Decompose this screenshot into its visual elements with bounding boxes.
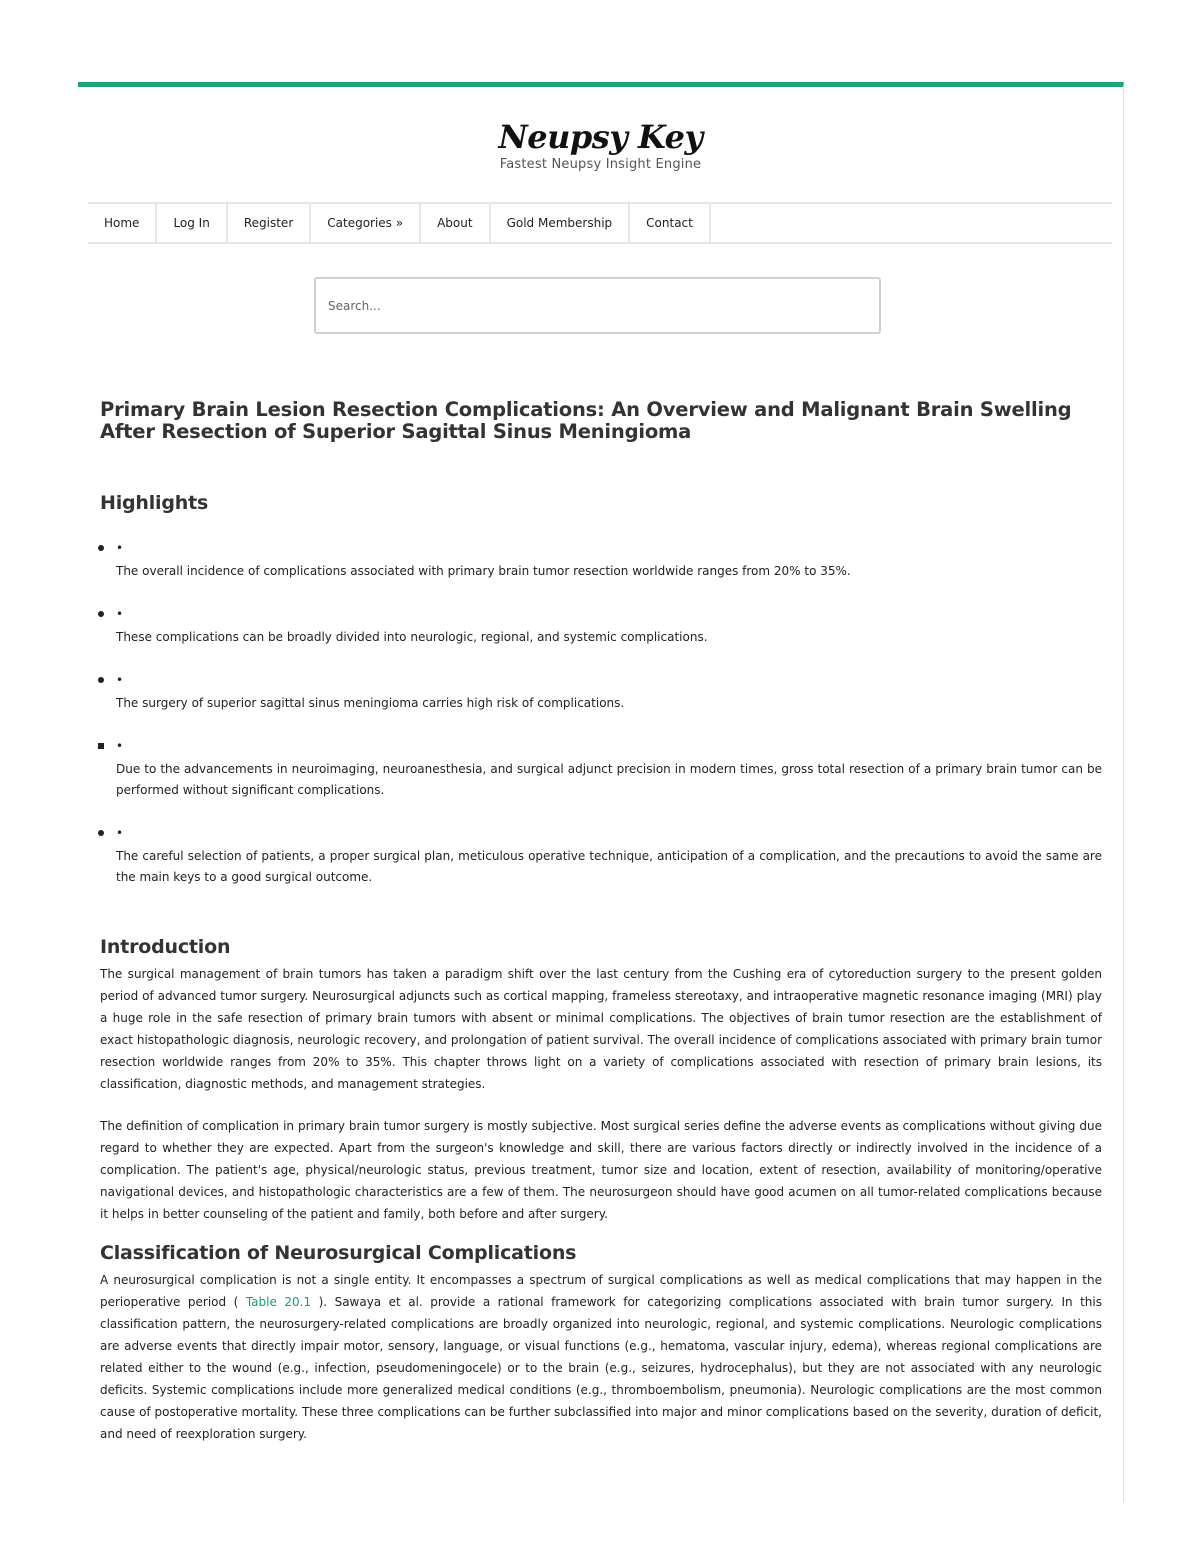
bullet-icon xyxy=(98,545,104,551)
bullet-icon xyxy=(98,611,104,617)
classification-heading: Classification of Neurosurgical Complications xyxy=(100,1242,577,1264)
search-input[interactable] xyxy=(314,277,881,334)
list-item xyxy=(100,826,1102,888)
highlight-text: The careful selection of patients, a proper surgical plan, meticulous operative technique, anticipation of a complication, and the precautions to avoid the same are the main keys to a good surgical outcome. xyxy=(116,849,1102,884)
nav-item-contact[interactable]: Contact xyxy=(630,204,711,242)
main-nav xyxy=(88,202,1112,244)
site-branding xyxy=(78,119,1123,172)
highlight-marker: • xyxy=(116,607,124,621)
nav-item-register[interactable]: Register xyxy=(228,204,311,242)
list-item xyxy=(100,673,1102,714)
introduction-heading: Introduction xyxy=(100,936,231,958)
classification-text-before: A neurosurgical complication is not a single entity. It encompasses a spectrum of surgical complications as well as medical complications that may happen in the perioperative period ( xyxy=(100,1273,1102,1309)
list-item xyxy=(100,607,1102,648)
classification-paragraph xyxy=(100,1269,1102,1445)
highlight-text: These complications can be broadly divided into neurologic, regional, and systemic complications. xyxy=(116,630,708,644)
site-title[interactable]: Neupsy Key xyxy=(498,118,703,156)
nav-item-gold-membership[interactable]: Gold Membership xyxy=(491,204,631,242)
classification-text-after: ). Sawaya et al. provide a rational framework for categorizing complications associated with brain tumor surgery. In this classification pattern, the neurosurgery-related complications are broadly organized into neurologic, regional, and systemic complications. Neurologic complications are adverse events that directly impair motor, sensory, language, or visual functions (e.g., hematoma, vascular injury, edema), whereas regional complications are related either to the wound (e.g., infection, pseudomeningocele) or to the brain (e.g., seizures, hydrocephalus), but they are not associated with any neurologic deficits. Systemic complications include more generalized medical conditions (e.g., thromboembolism, pneumonia). Neurologic complications are the most common cause of postoperative mortality. These three complications can be further subclassified into major and minor complications based on the severity, duration of deficit, and need of reexploration surgery. xyxy=(100,1295,1102,1441)
highlights-heading: Highlights xyxy=(100,492,209,514)
highlight-text: Due to the advancements in neuroimaging, neuroanesthesia, and surgical adjunct precision in modern times, gross total resection of a primary brain tumor can be performed without significant complications. xyxy=(116,762,1102,797)
bullet-icon xyxy=(98,677,104,683)
nav-item-about[interactable]: About xyxy=(421,204,490,242)
nav-item-login[interactable]: Log In xyxy=(157,204,227,242)
nav-item-categories[interactable]: Categories » xyxy=(311,204,421,242)
highlight-marker: • xyxy=(116,739,124,753)
article-content xyxy=(100,399,1102,1445)
bullet-icon xyxy=(98,830,104,836)
page-container xyxy=(78,82,1124,1502)
highlight-text: The overall incidence of complications associated with primary brain tumor resection worldwide ranges from 20% to 35%. xyxy=(116,564,851,578)
article-title: Primary Brain Lesion Resection Complications: An Overview and Malignant Brain Swelling After Resection of Superior Sagittal Sinus Meningioma xyxy=(100,398,1072,443)
list-item xyxy=(100,739,1102,801)
search-box xyxy=(314,277,881,334)
highlight-marker: • xyxy=(116,826,124,840)
bullet-icon xyxy=(98,743,104,749)
highlight-text: The surgery of superior sagittal sinus meningioma carries high risk of complications. xyxy=(116,696,625,710)
site-tagline: Fastest Neupsy Insight Engine xyxy=(499,157,702,172)
list-item xyxy=(100,541,1102,582)
intro-paragraph-1: The surgical management of brain tumors has taken a paradigm shift over the last century from the Cushing era of cytoreduction surgery to the present golden period of advanced tumor surgery. Neurosurgical adjuncts such as cortical mapping, frameless stereotaxy, and intraoperative magnetic resonance imaging (MRI) play a huge role in the safe resection of primary brain tumors with absent or minimal complications. The objectives of brain tumor resection are the establishment of exact histopathologic diagnosis, neurologic recovery, and prolongation of patient survival. The overall incidence of complications associated with primary brain tumor resection worldwide ranges from 20% to 35%. This chapter throws light on a variety of complications associated with resection of primary brain lesions, its classification, diagnostic methods, and management strategies. xyxy=(100,967,1102,1091)
highlights-list xyxy=(100,541,1102,888)
intro-paragraph-2: The definition of complication in primary brain tumor surgery is mostly subjective. Most surgical series define the adverse events as complications without giving due regard to whether they are expected. Apart from the surgeon's knowledge and skill, there are various factors directly or indirectly involved in the incidence of a complication. The patient's age, physical/neurologic status, previous treatment, tumor size and location, extent of resection, availability of monitoring/operative navigational devices, and histopathologic characteristics are a few of them. The neurosurgeon should have good acumen on all tumor-related complications because it helps in better counseling of the patient and family, both before and after surgery. xyxy=(100,1119,1102,1221)
table-20-1-link[interactable]: Table 20.1 xyxy=(245,1295,312,1309)
highlight-marker: • xyxy=(116,541,124,555)
nav-item-home[interactable]: Home xyxy=(88,204,157,242)
highlight-marker: • xyxy=(116,673,124,687)
